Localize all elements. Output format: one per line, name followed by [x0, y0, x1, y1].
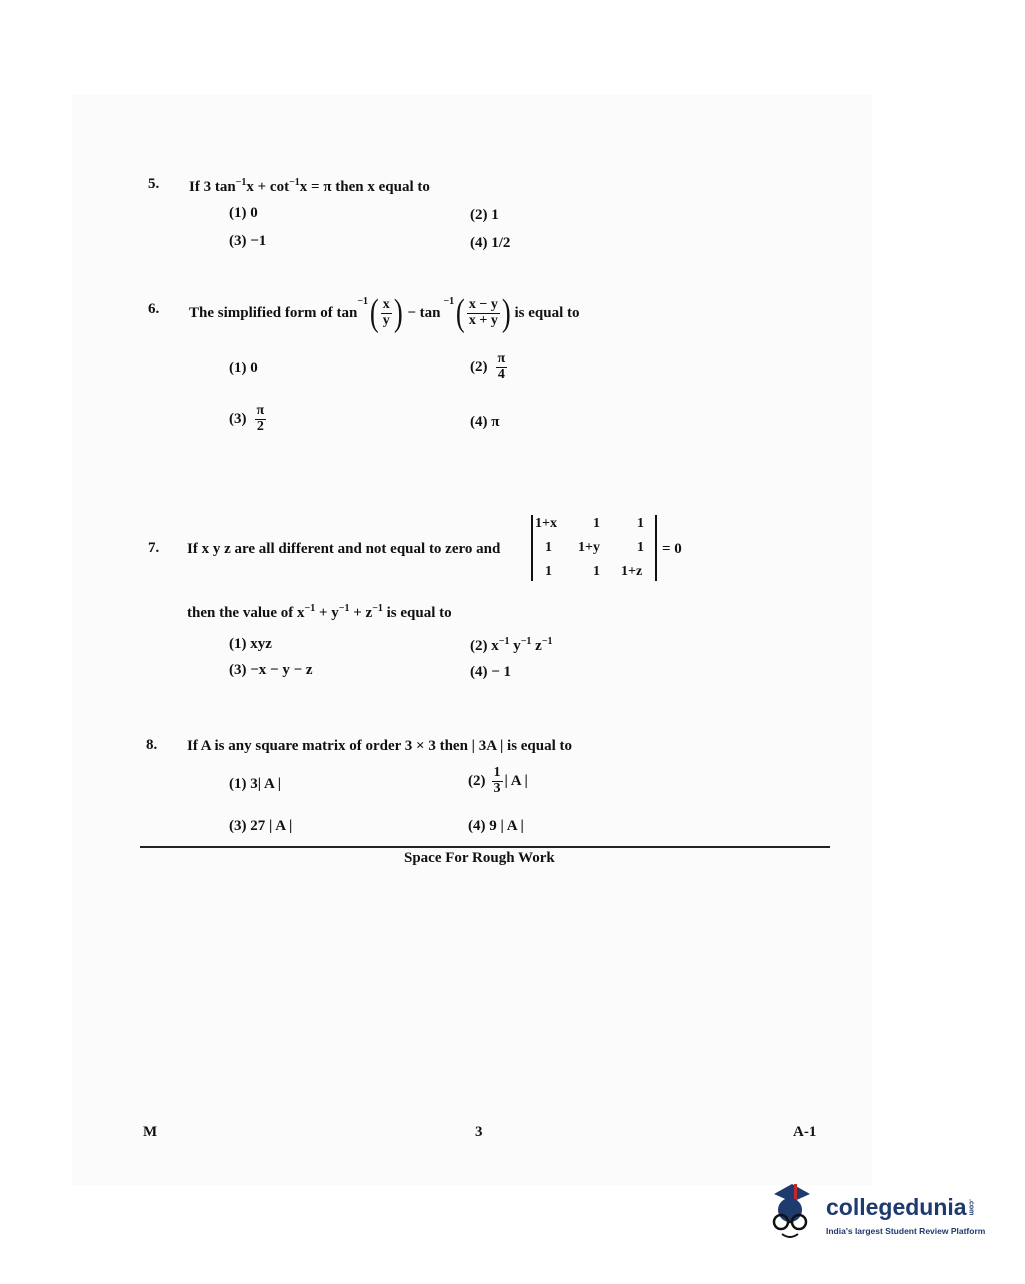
- det-cell: 1+x: [535, 516, 557, 531]
- q8-option-2: (2) $\frac{1}{3}$ | A |: [468, 765, 528, 796]
- q7-determinant: [531, 515, 657, 581]
- q5-option-4: (4) 1/2: [470, 235, 511, 251]
- q7-stem: If x y z are all different and not equal to zero and: [187, 541, 501, 557]
- det-cell: 1: [637, 540, 644, 555]
- q5-option-3: (3) −1: [229, 233, 267, 249]
- q6-option-3: (3) $\frac{\pi}{2}$: [229, 403, 265, 434]
- collegedunia-mascot-icon: [768, 1180, 812, 1242]
- q8-stem: If A is any square matrix of order 3 × 3 then | 3A | is equal to: [187, 738, 573, 754]
- rough-work-divider: [140, 846, 830, 848]
- q7-option-2: (2) $x^{-1}$ $y^{-1}$ $z^{-1}$: [470, 636, 553, 654]
- q7-then: then the value of $x^{-1} + y^{-1} + z^{-1}$ is equal to: [187, 603, 452, 621]
- det-cell: 1: [593, 564, 600, 579]
- det-cell: 1: [545, 564, 552, 579]
- q5-option-2: (2) 1: [470, 207, 499, 223]
- q7-option-3: (3) −x − y − z: [229, 662, 313, 678]
- q7-option-4: (4) − 1: [470, 664, 512, 680]
- q8-option-4: (4) 9 | A |: [468, 818, 524, 834]
- rough-work-label: Space For Rough Work: [404, 850, 555, 866]
- det-cell: 1: [593, 516, 600, 531]
- q6-option-4: (4) π: [470, 414, 500, 430]
- q8-option-3: (3) 27 | A |: [229, 818, 293, 834]
- brand-tagline: India's largest Student Review Platform: [826, 1226, 986, 1236]
- footer-code: A-1: [793, 1124, 817, 1140]
- q8-option-1: (1) 3| A |: [229, 776, 282, 792]
- q6-option-2: (2) $\frac{\pi}{4}$: [470, 351, 506, 382]
- det-cell: 1: [637, 516, 644, 531]
- brand-name: collegedunia.com: [826, 1194, 975, 1220]
- q8-number: 8.: [146, 737, 158, 753]
- det-cell: 1+y: [578, 540, 600, 555]
- q6-number: 6.: [148, 301, 160, 317]
- q5-option-1: (1) 0: [229, 205, 258, 221]
- q6-option-1: (1) 0: [229, 360, 258, 376]
- q7-option-1: (1) xyz: [229, 636, 272, 652]
- page-number: 3: [475, 1124, 483, 1140]
- q6-stem: The simplified form of tan $^{-1}$ ( $\frac{x}{y}$ ) − tan $^{-1}$ ( $\frac{x - y}{x + y}$ ) is equal to: [189, 292, 580, 334]
- det-cell: 1+z: [621, 564, 643, 579]
- q5-stem: If 3 $\tan^{-1}x + \cot^{-1}x = \pi$ then x equal to: [189, 177, 430, 195]
- q5-number: 5.: [148, 176, 160, 192]
- q7-equals: = 0: [662, 541, 682, 557]
- det-cell: 1: [545, 540, 552, 555]
- footer-series: M: [143, 1124, 158, 1140]
- q7-number: 7.: [148, 540, 160, 556]
